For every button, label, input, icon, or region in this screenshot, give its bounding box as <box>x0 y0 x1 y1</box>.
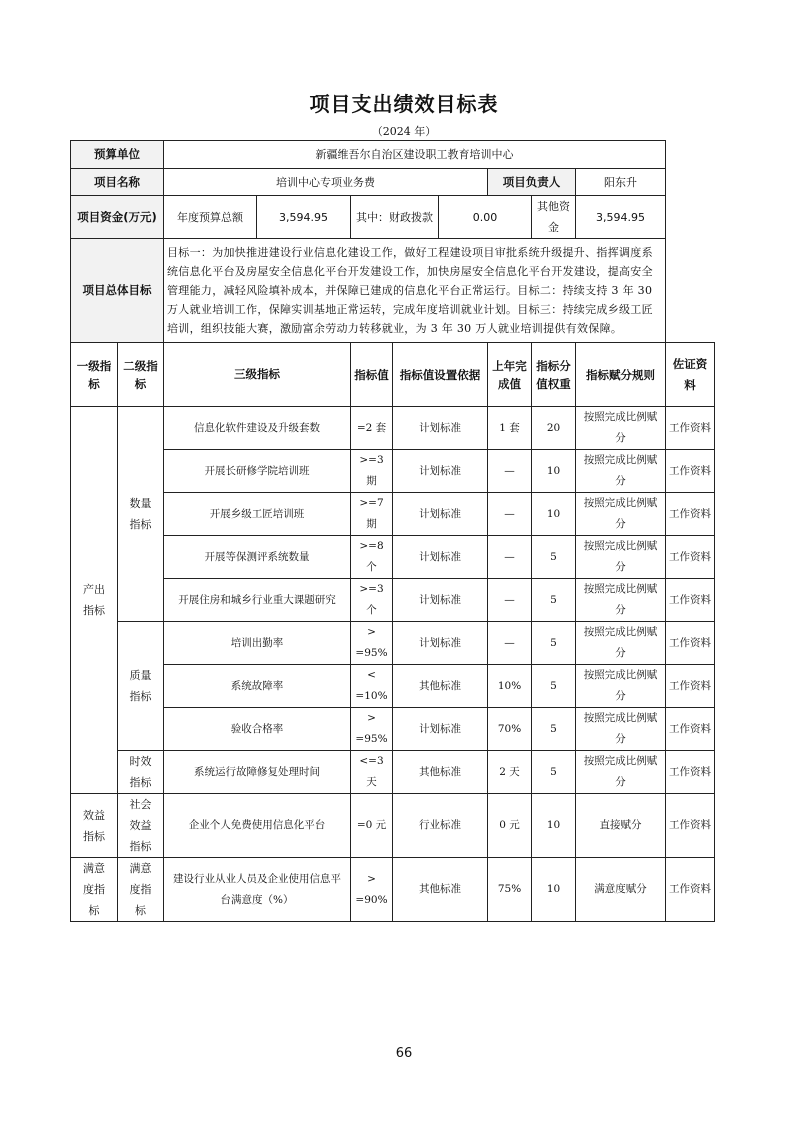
indicator-rule: 直接赋分 <box>576 794 666 858</box>
indicator-value: =2 套 <box>351 407 393 450</box>
indicator-rule: 按照完成比例赋分 <box>576 536 666 579</box>
indicator-basis: 计划标准 <box>393 407 488 450</box>
indicator-rule: 满意度赋分 <box>576 858 666 922</box>
indicator-value: >=8 个 <box>351 536 393 579</box>
header-value: 指标值 <box>351 343 393 407</box>
indicator-prev: 75% <box>488 858 532 922</box>
project-funds-label: 项目资金(万元) <box>71 196 164 239</box>
indicator-name: 建设行业从业人员及企业使用信息平台满意度（%） <box>164 858 351 922</box>
indicator-weight: 5 <box>532 708 576 751</box>
indicator-rule: 按照完成比例赋分 <box>576 622 666 665</box>
other-funds-label: 其他资金 <box>532 196 576 239</box>
header-level3: 三级指标 <box>164 343 351 407</box>
table-row <box>71 708 715 751</box>
indicator-name: 信息化软件建设及升级套数 <box>164 407 351 450</box>
indicator-prev: 0 元 <box>488 794 532 858</box>
indicator-basis: 计划标准 <box>393 622 488 665</box>
indicator-prev: 70% <box>488 708 532 751</box>
table-row <box>71 407 715 450</box>
indicator-weight: 10 <box>532 858 576 922</box>
indicator-rule: 按照完成比例赋分 <box>576 407 666 450</box>
indicator-weight: 5 <box>532 622 576 665</box>
indicator-basis: 计划标准 <box>393 708 488 751</box>
indicator-name: 培训出勤率 <box>164 622 351 665</box>
page-title: 项目支出绩效目标表 <box>309 92 499 116</box>
indicator-name: 系统运行故障修复处理时间 <box>164 751 351 794</box>
indicator-weight: 5 <box>532 751 576 794</box>
header-level2: 二级指标 <box>118 343 164 407</box>
indicator-value: > =95% <box>351 622 393 665</box>
group-satisfaction: 满意度指标 <box>71 858 118 922</box>
header-evidence: 佐证资料 <box>666 343 715 407</box>
group-quantity: 数量指标 <box>118 407 164 622</box>
annual-budget-value: 3,594.95 <box>257 196 351 239</box>
fiscal-label: 其中：财政拨款 <box>351 196 439 239</box>
indicator-evidence: 工作资料 <box>666 708 715 751</box>
indicator-basis: 其他标准 <box>393 751 488 794</box>
group-quality: 质量指标 <box>118 622 164 751</box>
indicator-basis: 其他标准 <box>393 665 488 708</box>
indicator-evidence: 工作资料 <box>666 622 715 665</box>
overall-goal-label: 项目总体目标 <box>71 239 164 343</box>
indicator-prev: — <box>488 622 532 665</box>
indicator-rule: 按照完成比例赋分 <box>576 450 666 493</box>
table-row <box>71 493 715 536</box>
indicator-weight: 10 <box>532 450 576 493</box>
header-weight: 指标分值权重 <box>532 343 576 407</box>
indicator-value: > =95% <box>351 708 393 751</box>
indicator-weight: 5 <box>532 536 576 579</box>
indicator-prev: 2 天 <box>488 751 532 794</box>
indicator-basis: 计划标准 <box>393 450 488 493</box>
indicator-evidence: 工作资料 <box>666 407 715 450</box>
indicator-prev: — <box>488 536 532 579</box>
indicator-prev: — <box>488 493 532 536</box>
header-prev: 上年完成值 <box>488 343 532 407</box>
project-name-value: 培训中心专项业务费 <box>164 169 488 196</box>
indicator-evidence: 工作资料 <box>666 665 715 708</box>
indicator-rule: 按照完成比例赋分 <box>576 665 666 708</box>
annual-budget-label: 年度预算总额 <box>164 196 257 239</box>
table-row <box>71 665 715 708</box>
header-rule: 指标赋分规则 <box>576 343 666 407</box>
group-timeliness: 时效指标 <box>118 751 164 794</box>
indicator-name: 验收合格率 <box>164 708 351 751</box>
indicator-weight: 10 <box>532 794 576 858</box>
indicator-name: 开展住房和城乡行业重大课题研究 <box>164 579 351 622</box>
indicator-prev: 1 套 <box>488 407 532 450</box>
budget-unit-value: 新疆维吾尔自治区建设职工教育培训中心 <box>164 141 666 169</box>
indicator-weight: 10 <box>532 493 576 536</box>
indicator-name: 开展等保测评系统数量 <box>164 536 351 579</box>
indicator-name: 开展长研修学院培训班 <box>164 450 351 493</box>
indicator-weight: 20 <box>532 407 576 450</box>
page-number: 66 <box>395 1046 413 1061</box>
table-row <box>71 450 715 493</box>
table-row <box>71 622 715 665</box>
indicator-weight: 5 <box>532 579 576 622</box>
indicator-evidence: 工作资料 <box>666 858 715 922</box>
table-row <box>71 858 715 922</box>
group-output: 产出指标 <box>71 407 118 794</box>
fiscal-value: 0.00 <box>439 196 532 239</box>
group-benefit: 效益指标 <box>71 794 118 858</box>
indicator-prev: 10% <box>488 665 532 708</box>
indicator-name: 系统故障率 <box>164 665 351 708</box>
indicator-value: >=3 期 <box>351 450 393 493</box>
indicator-value: >=7 期 <box>351 493 393 536</box>
indicator-name: 企业个人免费使用信息化平台 <box>164 794 351 858</box>
indicator-value: < =10% <box>351 665 393 708</box>
year-label: （2024 年） <box>371 125 437 138</box>
indicator-weight: 5 <box>532 665 576 708</box>
indicator-evidence: 工作资料 <box>666 579 715 622</box>
other-funds-value: 3,594.95 <box>576 196 666 239</box>
indicator-prev: — <box>488 450 532 493</box>
indicator-rule: 按照完成比例赋分 <box>576 708 666 751</box>
indicator-value: <=3 天 <box>351 751 393 794</box>
indicator-basis: 其他标准 <box>393 858 488 922</box>
indicator-evidence: 工作资料 <box>666 493 715 536</box>
table-row <box>71 579 715 622</box>
indicator-basis: 计划标准 <box>393 536 488 579</box>
indicator-rule: 按照完成比例赋分 <box>576 579 666 622</box>
table-row <box>71 794 715 858</box>
overall-goal-text: 目标一：为加快推进建设行业信息化建设工作，做好工程建设项目审批系统升级提升、指挥调度系统信息化平台及房屋安全信息化平台开发建设工作，加快房屋安全信息化平台开发建设，提高安全管理能力，减轻风险填补成本，并保障已建成的信息化平台正常运行。目标二：持续支持 3 年 30 万人就业培训工作，保障实训基地正常运转，完成年度培训就业计划。目标三：持续完成乡级工匠培训，组织技能大赛，激励富余劳动力转移就业，为 3 年 30 万人就业培训提供有效保障。 <box>164 239 666 343</box>
budget-unit-label: 预算单位 <box>71 141 164 169</box>
indicator-value: > =90% <box>351 858 393 922</box>
performance-target-table <box>70 140 715 922</box>
indicator-rule: 按照完成比例赋分 <box>576 493 666 536</box>
header-level1: 一级指标 <box>71 343 118 407</box>
project-name-label: 项目名称 <box>71 169 164 196</box>
indicator-prev: — <box>488 579 532 622</box>
indicator-basis: 行业标准 <box>393 794 488 858</box>
indicator-name: 开展乡级工匠培训班 <box>164 493 351 536</box>
header-basis: 指标值设置依据 <box>393 343 488 407</box>
indicator-value: >=3 个 <box>351 579 393 622</box>
project-leader-value: 阳东升 <box>576 169 666 196</box>
table-row <box>71 536 715 579</box>
indicator-basis: 计划标准 <box>393 493 488 536</box>
group-social: 社会效益指标 <box>118 794 164 858</box>
table-row <box>71 751 715 794</box>
indicator-basis: 计划标准 <box>393 579 488 622</box>
indicator-rule: 按照完成比例赋分 <box>576 751 666 794</box>
project-leader-label: 项目负责人 <box>488 169 576 196</box>
indicator-evidence: 工作资料 <box>666 794 715 858</box>
indicator-evidence: 工作资料 <box>666 450 715 493</box>
indicator-evidence: 工作资料 <box>666 751 715 794</box>
indicator-evidence: 工作资料 <box>666 536 715 579</box>
indicator-value: =0 元 <box>351 794 393 858</box>
group-satisfaction-sub: 满意度指标 <box>118 858 164 922</box>
